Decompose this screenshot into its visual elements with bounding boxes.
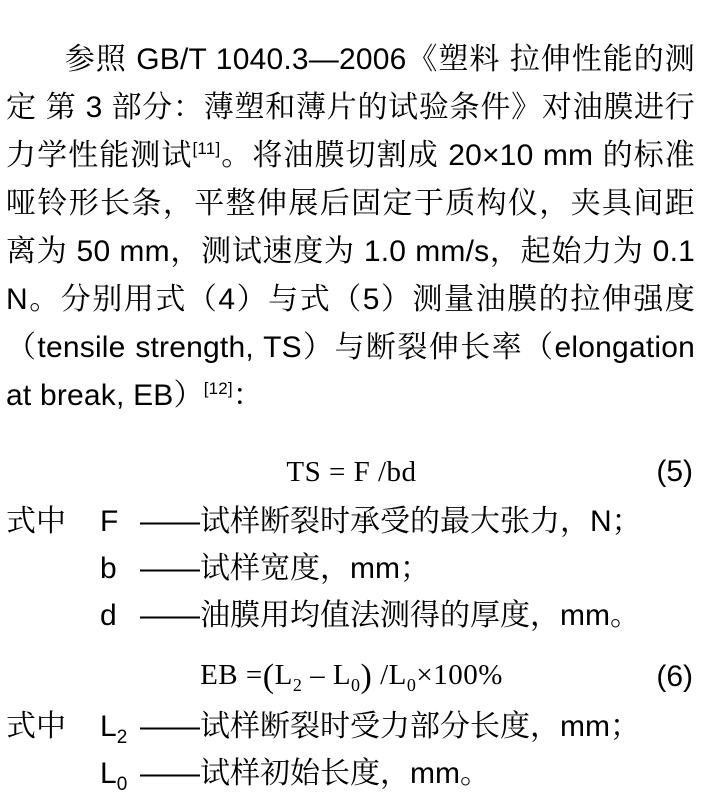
formula-6-row: [0, 655, 703, 699]
body-paragraph: [0, 30, 703, 420]
formula-6-minus: –: [302, 659, 333, 691]
where-line: [6, 750, 695, 797]
where-symbol: [100, 750, 140, 797]
where-symbol: b: [100, 552, 117, 585]
formula-6-open-paren: (: [262, 658, 275, 695]
where-dash: ——: [140, 505, 200, 538]
formula-6-percent: ×100%: [416, 659, 503, 691]
paragraph-text-part1: 参照 GB/T 1040.3—2006《塑料 拉伸性能的测定 第 3 部分：薄塑和薄片的试验条件》对油膜进行力学性能测试: [6, 43, 695, 172]
document-page: [0, 30, 703, 799]
where-line: [6, 592, 695, 639]
where-description: 试样初始长度，mm。: [200, 757, 490, 790]
where-description: 试样断裂时承受的最大张力，N；: [200, 505, 642, 538]
where-line: [6, 703, 695, 750]
where-dash: ——: [140, 710, 200, 743]
where-label-5: 式中: [6, 505, 66, 538]
equation-number-5: (5): [656, 455, 693, 488]
where-label-6: 式中: [6, 710, 66, 743]
where-symbol: [100, 703, 140, 750]
where-symbol-sub: 2: [116, 727, 128, 748]
equation-number-6: (6): [656, 660, 693, 693]
where-symbol-base: L: [100, 757, 117, 790]
formula-6: [200, 658, 503, 696]
where-line: [6, 498, 695, 545]
formula-6-tail: /L: [372, 659, 407, 691]
where-dash: ——: [140, 757, 200, 790]
citation-ref-11: [11]: [192, 139, 221, 158]
where-dash: ——: [140, 599, 200, 632]
where-description: 试样宽度，mm；: [200, 552, 430, 585]
where-symbol-sub: 0: [116, 774, 128, 795]
formula-6-num1-sub: 2: [292, 674, 303, 695]
where-block-5: [0, 498, 703, 639]
citation-ref-12: [12]: [203, 379, 233, 398]
formula-5-row: [0, 450, 703, 494]
where-block-6: [0, 703, 703, 797]
where-line: [6, 545, 695, 592]
paragraph-text-part3: ：: [232, 379, 264, 412]
formula-5: TS = F /bd: [286, 455, 417, 488]
paragraph-text-part2: 。将油膜切割成 20×10 mm 的标准哑铃形长条，平整伸展后固定于质构仪，夹具间距离为 50 mm，测试速度为 1.0 mm/s，起始力为 0.1 N。分别用式（4）与式（5）测量油膜的拉伸强度（tensile strength, TS）与断裂伸长率（elongation at break, EB）: [6, 139, 696, 412]
where-description: 油膜用均值法测得的厚度，mm。: [200, 599, 640, 632]
where-symbol-base: L: [100, 710, 117, 743]
where-symbol: d: [100, 599, 117, 632]
where-symbol: F: [100, 505, 119, 538]
where-dash: ——: [140, 552, 200, 585]
where-description: 试样断裂时受力部分长度，mm；: [200, 710, 640, 743]
formula-6-num2-sub: 0: [351, 674, 361, 695]
formula-6-lhs: EB =: [200, 659, 263, 691]
formula-6-tail-sub: 0: [406, 674, 417, 695]
formula-6-close-paren: ): [360, 658, 373, 695]
spacer: [0, 639, 703, 645]
formula-6-num2: L: [332, 659, 352, 691]
formula-6-num1: L: [274, 659, 293, 691]
